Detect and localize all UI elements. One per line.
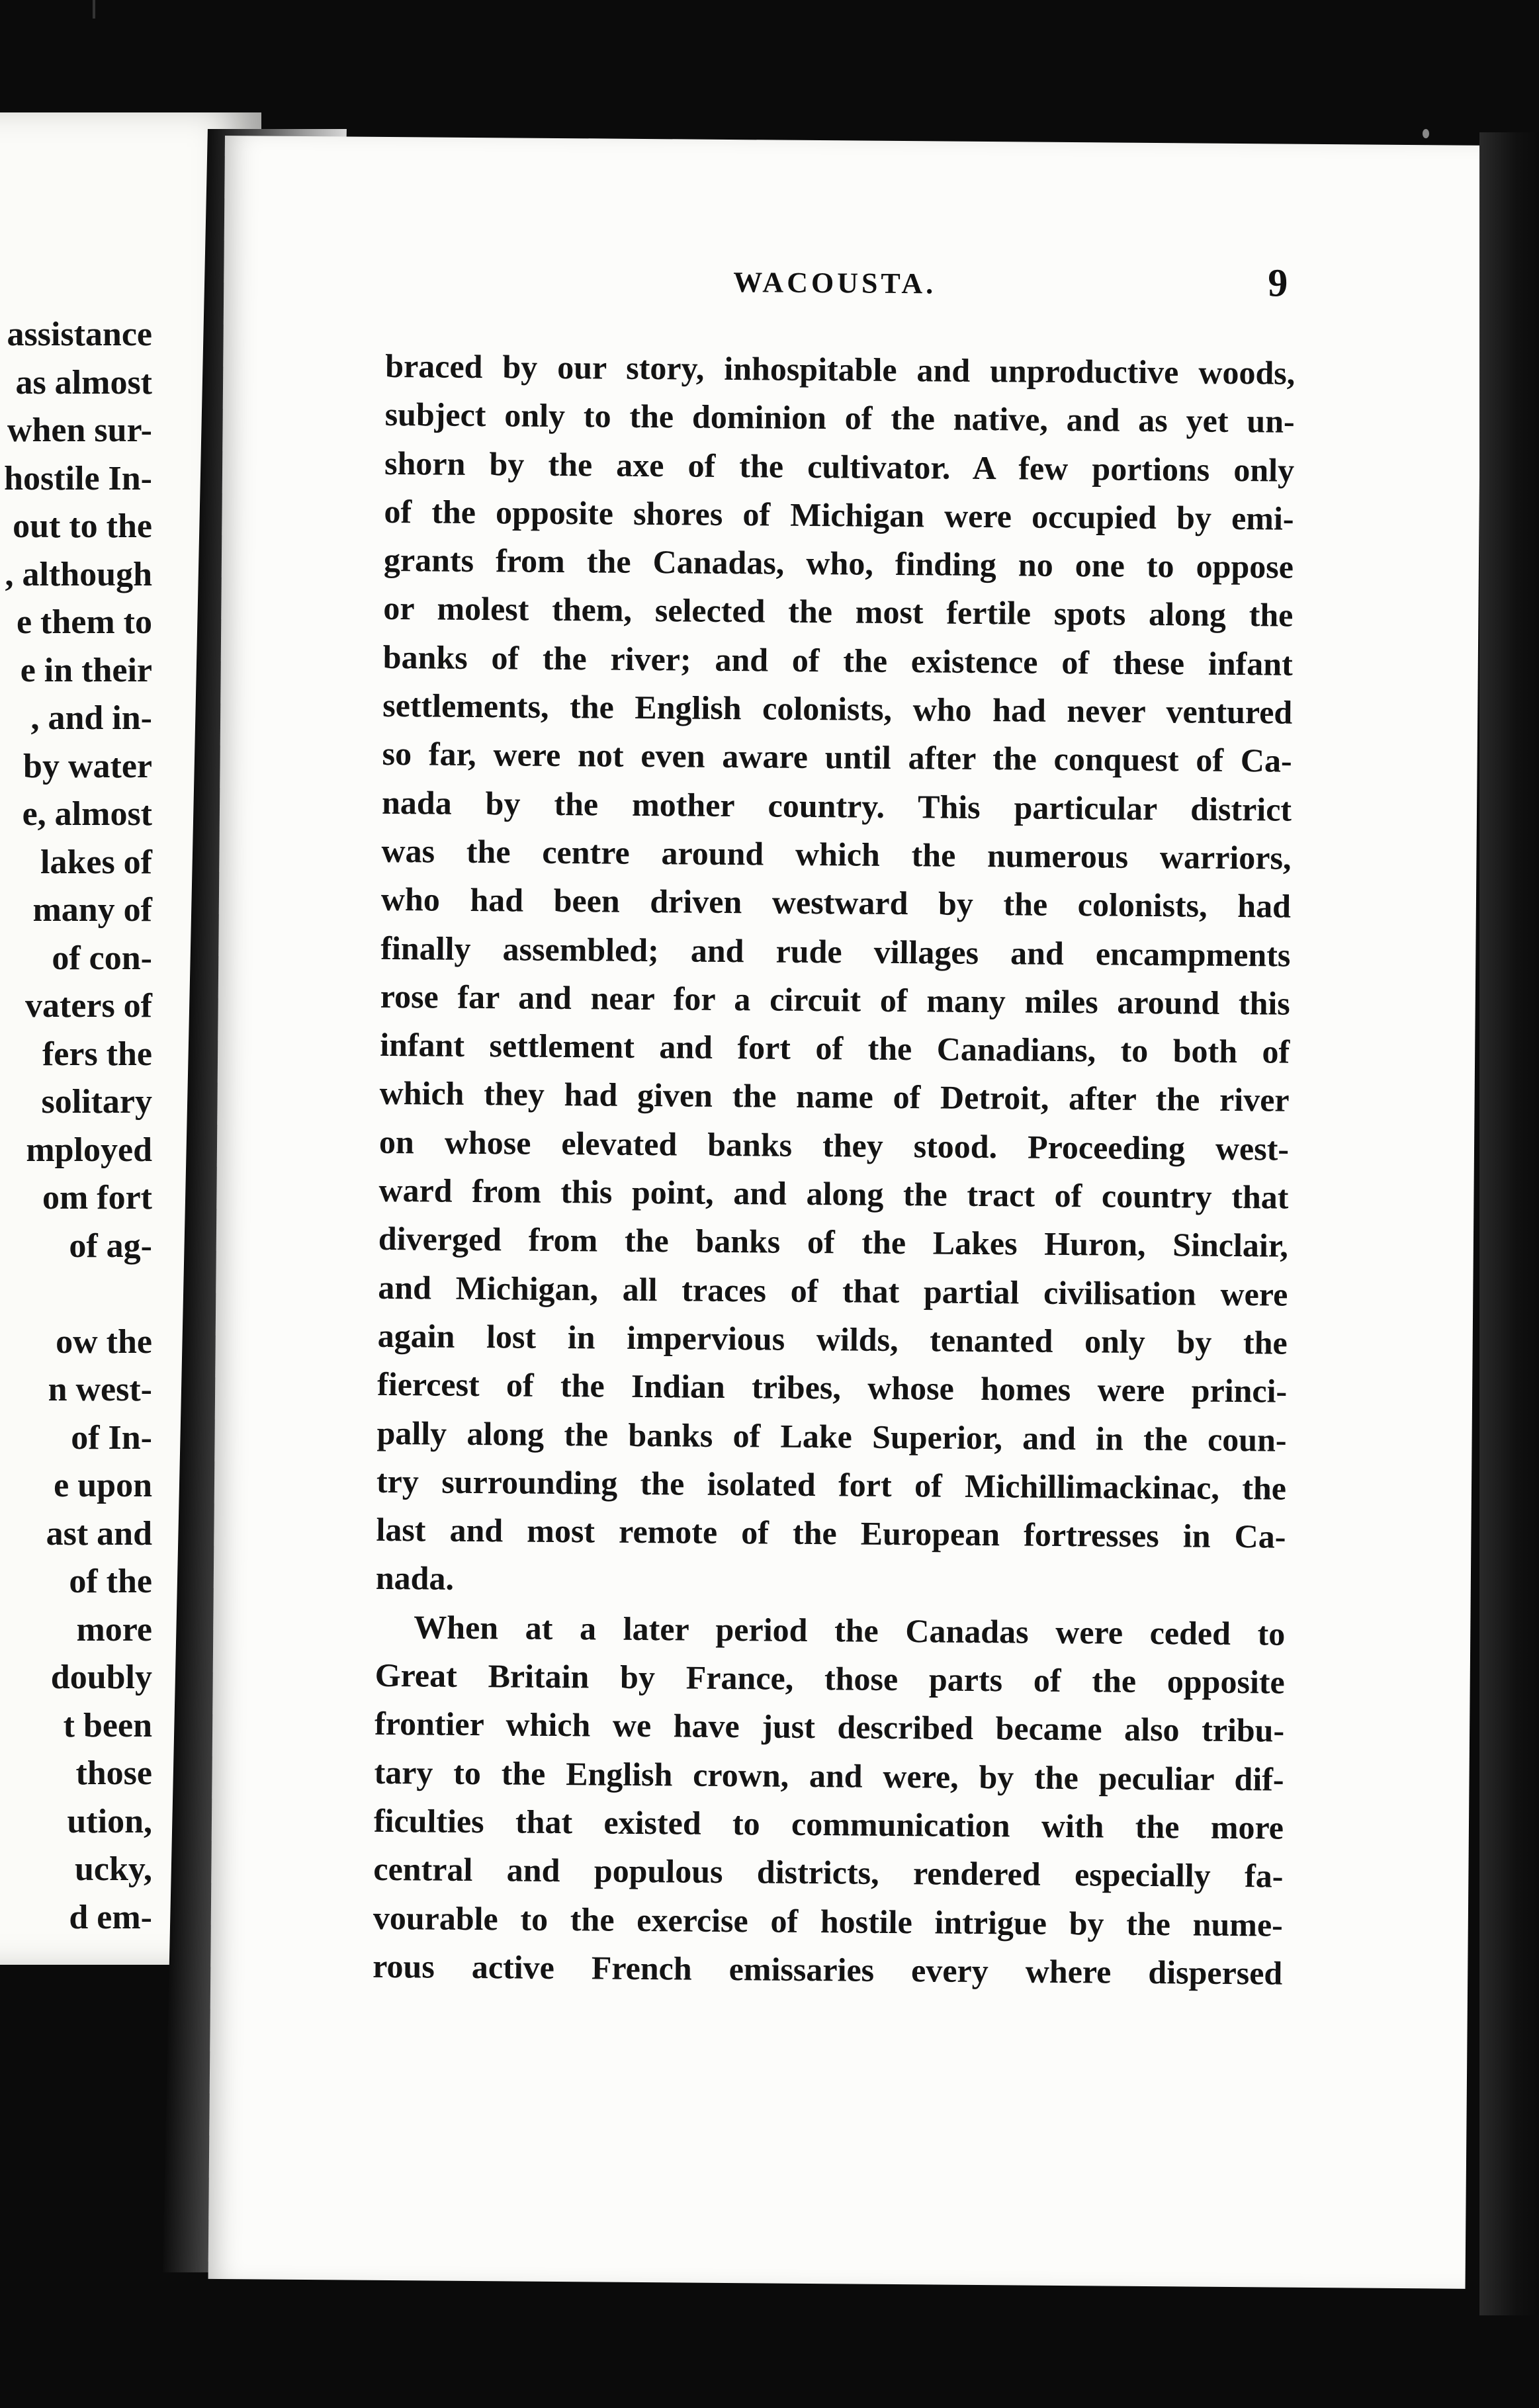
text-line: subject only to the dominion of the native, and as yet un- <box>384 396 1295 441</box>
text-line: frontier which we have just described became also tribu- <box>374 1705 1285 1749</box>
text-line: and Michigan, all traces of that partial civilisation were <box>378 1268 1288 1313</box>
left-line: mployed <box>26 1131 152 1169</box>
left-line: om fort <box>42 1179 152 1217</box>
left-line: ast and <box>46 1514 152 1553</box>
text-line: diverged from the banks of the Lakes Huron, Sinclair, <box>378 1220 1289 1265</box>
text-line: banks of the river; and of the existence of these infant <box>382 638 1293 683</box>
left-line: solitary <box>41 1083 152 1121</box>
page-edge-shadow <box>1479 132 1539 2315</box>
text-line: try surrounding the isolated fort of Michillimackinac, the <box>376 1462 1287 1507</box>
text-line: which they had given the name of Detroit, after the river <box>379 1074 1290 1119</box>
left-line: e in their <box>20 651 152 689</box>
text-line: central and populous districts, rendered especially fa- <box>373 1850 1284 1895</box>
text-line: on whose elevated banks they stood. Proceeding west- <box>378 1123 1290 1168</box>
text-line: or molest them, selected the most fertile spots along the <box>383 589 1294 634</box>
left-line: out to the <box>13 507 152 545</box>
left-line: doubly <box>50 1658 152 1696</box>
text-line: last and most remote of the European fortresses in Ca- <box>376 1510 1286 1555</box>
text-line: rous active French emissaries every where dispersed <box>373 1947 1283 1992</box>
left-line: as almost <box>15 363 152 402</box>
page-header <box>224 261 1481 324</box>
text-line: so far, were not even aware until after the conquest of Ca- <box>382 735 1292 780</box>
text-line-paragraph-start: When at a later period the Canadas were ceded to <box>414 1608 1286 1653</box>
left-line: d em- <box>69 1898 152 1936</box>
text-line: finally assembled; and rude villages and encampments <box>380 929 1291 974</box>
left-line-gap <box>0 1270 152 1318</box>
left-line: of con- <box>52 939 152 977</box>
text-line: rose far and near for a circuit of many miles around this <box>380 977 1290 1022</box>
left-line: ow the <box>56 1322 152 1361</box>
left-line: of ag- <box>69 1226 152 1265</box>
left-line: , and in- <box>30 699 152 737</box>
left-line: ucky, <box>74 1850 152 1888</box>
left-line: , although <box>5 555 152 593</box>
left-line: when sur- <box>7 411 152 449</box>
text-line: vourable to the exercise of hostile intrigue by the nume- <box>373 1899 1284 1944</box>
text-line: shorn by the axe of the cultivator. A few portions only <box>384 444 1295 489</box>
left-line: by water <box>23 747 152 785</box>
left-line: lakes of <box>40 843 152 881</box>
left-line: ution, <box>67 1802 152 1840</box>
left-line: t been <box>63 1706 152 1744</box>
scan-speck <box>1423 129 1429 138</box>
text-line: ward from this point, and along the tract of country that <box>378 1171 1289 1216</box>
left-line: more <box>76 1610 152 1649</box>
text-line: Great Britain by France, those parts of the opposite <box>374 1656 1285 1701</box>
page-body <box>373 342 1296 1998</box>
text-line: infant settlement and fort of the Canadians, to both of <box>379 1026 1290 1070</box>
text-line-paragraph-end: nada. <box>375 1559 455 1598</box>
text-line: who had been driven westward by the colonists, had <box>380 881 1292 925</box>
text-line: again lost in impervious wilds, tenanted only by the <box>377 1316 1288 1361</box>
left-line: n west- <box>48 1371 152 1408</box>
text-line: grants from the Canadas, who, finding no one to oppose <box>383 541 1294 585</box>
left-line: hostile In- <box>4 459 152 497</box>
left-line: e them to <box>16 603 152 641</box>
text-line: pally along the banks of Lake Superior, and in the coun- <box>376 1414 1287 1459</box>
text-line: settlements, the English colonists, who had never ventured <box>382 686 1293 731</box>
text-line: was the centre around which the numerous warriors, <box>381 832 1292 877</box>
left-line: those <box>75 1754 152 1792</box>
text-line: braced by our story, inhospitable and unproductive woods, <box>385 347 1296 392</box>
left-page-text <box>0 311 152 1942</box>
left-line: many of <box>32 891 152 929</box>
right-page <box>208 136 1482 2289</box>
text-line: of the opposite shores of Michigan were occupied by emi- <box>384 492 1294 537</box>
text-line: fiercest of the Indian tribes, whose homes were princi- <box>376 1365 1288 1410</box>
text-line: tary to the English crown, and were, by the peculiar dif- <box>374 1753 1284 1798</box>
left-line: fers the <box>42 1035 152 1073</box>
running-title: WACOUSTA. <box>733 266 937 300</box>
left-line: e, almost <box>22 795 152 833</box>
page-number: 9 <box>1268 261 1288 305</box>
text-line: ficulties that existed to communication with the more <box>373 1801 1284 1846</box>
left-line: of In- <box>71 1418 152 1457</box>
left-line: of the <box>69 1563 152 1600</box>
text-line: nada by the mother country. This particular district <box>381 783 1292 828</box>
left-line: e upon <box>54 1467 152 1504</box>
scan-speck <box>93 0 95 19</box>
left-line: vaters of <box>24 987 152 1025</box>
left-line: assistance <box>7 316 152 353</box>
